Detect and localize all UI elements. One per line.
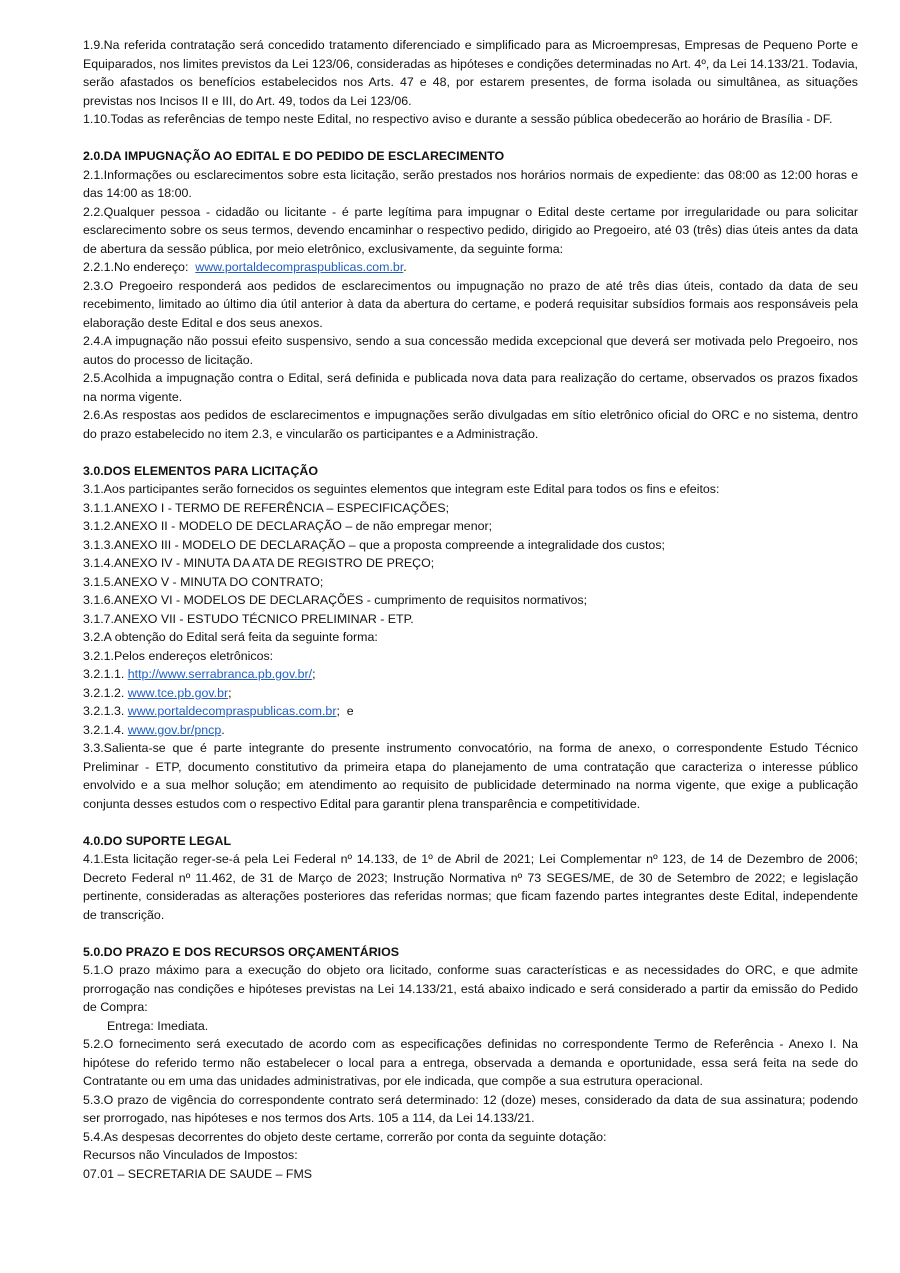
paragraph [83,739,862,813]
paragraph [83,721,858,740]
paragraph-text: 5.3.O prazo de vigência do correspondente contrato será determinado: 12 (doze) meses, considerado da data de sua assinatura; podendo ser prorrogado, nas hipóteses e nos termos dos Arts. 105 a 114, da Lei 14.133/21. [83,1092,862,1125]
paragraph-text: 3.1.4.ANEXO IV - MINUTA DA ATA DE REGISTRO DE PREÇO; [83,556,435,570]
url-link[interactable]: www.portaldecompraspublicas.com.br [127,704,337,718]
document-section [83,832,862,925]
paragraph-text: 2.4.A impugnação não possui efeito suspensivo, sendo a sua concessão medida excepcional que deverá ser motivada pelo Pregoeiro, nos autos do processo de licitação. [83,334,862,367]
paragraph-text: 3.2.1.2. [83,685,128,700]
paragraph [83,665,858,684]
paragraph [83,610,858,629]
paragraph-text: 1.9.Na referida contratação será concedido tratamento diferenciado e simplificado para as Microempresas, Empresas de Pequeno Porte e Equiparados, nos limites previstos da Lei 123/06, consideradas as hipóteses e condições determinadas no Art. 4º, da Lei 14.133/21. Todavia, serão afastados os benefícios estabelecidos nos Arts. 47 e 48, por estarem presentes, de forma isolada ou simultânea, as situações previstas nos Incisos II e III, do Art. 49, todos da Lei 123/06. [83,38,862,108]
paragraph [83,1017,858,1036]
paragraph-text: 3.1.1.ANEXO I - TERMO DE REFERÊNCIA – ESPECIFICAÇÕES; [83,500,450,515]
paragraph-text: 3.1.6.ANEXO VI - MODELOS DE DECLARAÇÕES - cumprimento de requisitos normativos; [83,593,588,607]
url-link[interactable]: www.tce.pb.gov.br [127,685,229,700]
paragraph [83,480,858,499]
paragraph-text: 1.10.Todas as referências de tempo neste Edital, no respectivo aviso e durante a sessão pública obedecerão ao horário de Brasília - DF. [83,112,833,126]
url-link[interactable]: www.portaldecompraspublicas.com.br [195,260,404,274]
paragraph-suffix: . [403,260,407,274]
paragraph-text: Recursos não Vinculados de Impostos: [83,1148,298,1162]
paragraph-text: 3.1.5.ANEXO V - MINUTA DO CONTRATO; [83,574,324,589]
paragraph-text: 3.1.7.ANEXO VII - ESTUDO TÉCNICO PRELIMINAR - ETP. [83,611,414,626]
paragraph-text: 3.1.3.ANEXO III - MODELO DE DECLARAÇÃO – que a proposta compreende a integralidade dos custos; [83,537,665,552]
paragraph-text: 3.2.A obtenção do Edital será feita da seguinte forma: [83,630,378,644]
document-section [83,147,862,443]
paragraph-text: 3.3.Salienta-se que é parte integrante do presente instrumento convocatório, na forma de anexo, o correspondente Estudo Técnico Preliminar - ETP, documento constitutivo da primeira etapa do planejamento de uma contratação que caracteriza o interesse público envolvido e a sua melhor solução; em atendimento ao requisito de publicidade determinado na norma vigente, que exige a publicação conjunta desses estudos com o respectivo Edital para garantir plena transparência e competitividade. [83,741,862,811]
paragraph-text: 4.1.Esta licitação reger-se-á pela Lei Federal nº 14.133, de 1º de Abril de 2021; Lei Complementar nº 123, de 14 de Dezembro de 2006; Decreto Federal nº 11.462, de 31 de Março de 2023; Instrução Normativa nº 73 SEGES/ME, de 30 de Setembro de 2022; e legislação pertinente, consideradas as alterações posteriores das referidas normas; que ficam fazendo partes integrantes deste Edital, independente de transcrição. [83,852,862,922]
paragraph-suffix: ; [228,685,232,700]
paragraph-suffix: . [221,722,225,737]
paragraph-text: Entrega: Imediata. [107,1018,209,1033]
paragraph [83,36,862,110]
section-heading: 4.0.DO SUPORTE LEGAL [83,833,232,848]
paragraph [83,628,858,647]
paragraph [83,499,858,518]
paragraph-text: 2.3.O Pregoeiro responderá aos pedidos de esclarecimentos ou impugnação no prazo de até três dias úteis, contado da data de seu recebimento, limitado ao último dia útil anterior à data da abertura do certame, e poderá requisitar subsídios formais aos responsáveis pela elaboração deste Edital e dos seus anexos. [83,278,862,330]
paragraph [83,1165,858,1184]
paragraph [83,277,862,333]
paragraph-text: 3.1.Aos participantes serão fornecidos os seguintes elementos que integram este Edital para todos os fins e efeitos: [83,482,720,496]
paragraph [83,684,858,703]
paragraph [83,166,862,203]
paragraph-text: 5.1.O prazo máximo para a execução do objeto ora licitado, conforme suas características e as necessidades do ORC, e que admite prorrogação nas condições e hipóteses previstas na Lei 14.133/21, está abaixo indicado e será considerado a partir da emissão do Pedido de Compra: [83,963,862,1014]
paragraph [83,1128,858,1147]
paragraph [83,850,862,924]
paragraph-text: 2.1.Informações ou esclarecimentos sobre esta licitação, serão prestados nos horários normais de expediente: das 08:00 as 12:00 horas e das 14:00 as 18:00. [83,167,862,200]
paragraph-text: 2.6.As respostas aos pedidos de esclarecimentos e impugnações serão divulgadas em sítio eletrônico oficial do ORC e no sistema, dentro do prazo estabelecido no item 2.3, e vincularão os participantes e a Administração. [83,408,862,441]
paragraph-text: 3.2.1.Pelos endereços eletrônicos: [83,648,274,663]
paragraph-text: 2.2.1.No endereço: [83,260,196,274]
paragraph [83,554,858,573]
paragraph [83,369,862,406]
url-link[interactable]: www.gov.br/pncp [127,722,222,737]
paragraph [83,961,862,1017]
url-link[interactable]: http://www.serrabranca.pb.gov.br/ [127,667,313,681]
paragraph [83,203,862,259]
paragraph [83,536,858,555]
paragraph [83,591,858,610]
paragraph [83,258,858,277]
paragraph [83,702,858,721]
paragraph-text: 3.2.1.3. [83,704,128,718]
document-page [83,36,862,1183]
paragraph [83,406,862,443]
paragraph [83,1146,858,1165]
paragraph-text: 3.1.2.ANEXO II - MODELO DE DECLARAÇÃO – de não empregar menor; [83,519,493,533]
paragraph [83,573,858,592]
paragraph-text: 5.2.O fornecimento será executado de acordo com as especificações definidas no correspondente Termo de Referência - Anexo I. Na hipótese do referido termo não estabelecer o local para a entrega, observada a demanda e oportunidade, essa será feita na sede do Contratante ou em uma das unidades administrativas, por ele indicada, que compõe a sua estrutura operacional. [83,1037,862,1088]
paragraph [83,110,858,129]
paragraph-text: 3.2.1.4. [83,722,128,737]
paragraph [83,1035,862,1091]
paragraph [83,647,858,666]
document-section [83,36,862,129]
paragraph-text: 2.5.Acolhida a impugnação contra o Edital, será definida e publicada nova data para realização do certame, observados os prazos fixados na norma vigente. [83,371,862,404]
section-heading: 5.0.DO PRAZO E DOS RECURSOS ORÇAMENTÁRIOS [83,944,399,959]
paragraph [83,1091,862,1128]
paragraph-text: 5.4.As despesas decorrentes do objeto deste certame, correrão por conta da seguinte dotação: [83,1129,607,1144]
paragraph [83,332,862,369]
paragraph-text: 3.2.1.1. [83,667,128,681]
document-section [83,943,862,1184]
paragraph-text: 07.01 – SECRETARIA DE SAUDE – FMS [83,1166,313,1181]
paragraph [83,517,858,536]
section-heading: 2.0.DA IMPUGNAÇÃO AO EDITAL E DO PEDIDO DE ESCLARECIMENTO [83,149,505,163]
paragraph-suffix: ; e [336,704,354,718]
paragraph-text: 2.2.Qualquer pessoa - cidadão ou licitante - é parte legítima para impugnar o Edital deste certame por irregularidade ou para solicitar esclarecimento sobre os seus termos, devendo encaminhar o respectivo pedido, dirigido ao Pregoeiro, até 03 (três) dias úteis antes da data de abertura da sessão pública, por meio eletrônico, exclusivamente, da seguinte forma: [83,204,862,256]
section-heading: 3.0.DOS ELEMENTOS PARA LICITAÇÃO [83,463,318,478]
paragraph-suffix: ; [312,667,316,681]
document-section [83,462,862,814]
